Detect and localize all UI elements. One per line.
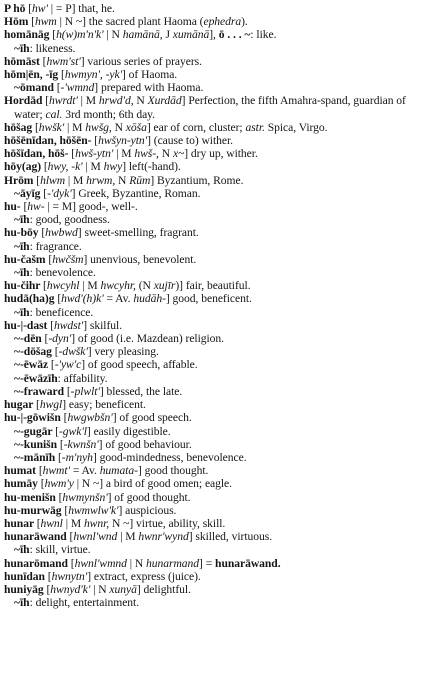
entry-text: ] extract, express (juice). <box>87 569 201 583</box>
headword: hu-čašm <box>4 252 49 266</box>
entry-text: [ <box>55 424 59 438</box>
sub-entry <box>4 213 432 226</box>
sub-entry <box>4 385 432 398</box>
transcription: hw- <box>27 200 45 214</box>
entry-text: [ <box>70 556 75 570</box>
entry-text: : delight, entertainment. <box>29 596 140 610</box>
transcription: hwmyn', -yk' <box>64 68 122 82</box>
entry-text: | M <box>82 160 104 174</box>
dictionary-entry <box>4 491 432 504</box>
entry-text: ] easily digestible. <box>86 424 171 438</box>
entry-text: ] skilful. <box>83 318 123 332</box>
entry-text: | M <box>77 94 99 108</box>
headword: Hordād <box>4 94 46 108</box>
entry-text: [ <box>52 28 57 42</box>
entry-text: [ <box>45 94 50 108</box>
transcription: hwčšm <box>52 252 84 266</box>
dictionary-entry <box>4 530 432 543</box>
entry-text: ] very pleasing. <box>87 345 159 359</box>
sub-entry <box>4 266 432 279</box>
dictionary-entry <box>4 134 432 147</box>
headword: humāy <box>4 477 41 491</box>
entry-text: | N ~] the sacred plant Haoma ( <box>56 15 204 29</box>
dictionary-entry <box>4 253 432 266</box>
sub-entry <box>4 345 432 358</box>
entry-text: Spica, Virgo. <box>264 120 328 134</box>
entry-text: N <box>115 173 130 187</box>
headword: hōm|ēn, -īg <box>4 68 62 82</box>
entry-text: N <box>133 94 148 108</box>
transcription: hrwd'd, <box>98 94 134 108</box>
transcription: hwy <box>103 160 123 174</box>
entry-text: ] skilled, virtuous. <box>188 530 273 544</box>
transcription: hlwm <box>40 173 66 187</box>
entry-text: : benevolence. <box>29 266 96 280</box>
headword: ~īh <box>14 213 30 227</box>
headword: homānāg <box>4 28 53 42</box>
headword: ~īh <box>14 596 30 610</box>
headword: hunar <box>4 516 37 530</box>
entry-text: | M <box>62 516 84 530</box>
dictionary-entry <box>4 583 432 596</box>
headword: ~āyīg <box>14 186 44 200</box>
headword: hu-|-gōwišn <box>4 411 64 425</box>
sub-entry <box>4 81 432 94</box>
dictionary-entry <box>4 292 432 305</box>
entry-text: N <box>111 120 126 134</box>
headword: hōšēnīdan, hōšēn- <box>4 134 95 148</box>
headword: ~-dēn <box>14 332 45 346</box>
dictionary-entry <box>4 226 432 239</box>
dictionary-entry <box>4 279 432 292</box>
entry-text: ] of good speech, affable. <box>81 358 198 372</box>
transcription: -gwk'l <box>58 424 87 438</box>
dictionary-entry <box>4 2 432 15</box>
entry-text: )] fair, beautiful. <box>175 279 251 293</box>
headword: humat <box>4 464 39 478</box>
entry-text: ] unenvious, benevolent. <box>83 252 197 266</box>
transcription: hw' <box>32 2 48 15</box>
transcription: Xurdād <box>147 94 182 108</box>
entry-text: [ <box>47 569 52 583</box>
entry-text: [ <box>28 2 33 15</box>
transcription: -'dyk' <box>47 186 72 200</box>
transcription: hrwm, <box>86 173 116 187</box>
headword: hudā(ha)g <box>4 292 58 306</box>
headword: hunarāwand. <box>215 556 281 570</box>
transcription: hwšyn-ytn' <box>98 134 148 148</box>
entry-text: [ <box>50 318 54 332</box>
headword: hugar <box>4 398 37 412</box>
entry-text: ] ear of corn, cluster; <box>146 120 246 134</box>
entry-text: | = M] good-, well-. <box>44 200 138 214</box>
entry-text: [ <box>64 503 69 517</box>
transcription: -'wmnd <box>60 81 95 95</box>
transcription: xumānā <box>172 28 210 42</box>
entry-text: [ <box>63 411 68 425</box>
headword: hu-|-dast <box>4 318 51 332</box>
headword: ~-fraward <box>14 384 67 398</box>
dictionary-entry <box>4 55 432 68</box>
entry-text: [ <box>43 160 48 174</box>
transcription: hwdst' <box>54 318 84 332</box>
entry-text: [ <box>54 345 59 359</box>
entry-text: [ <box>41 226 46 240</box>
entry-text: : beneficence. <box>29 305 94 319</box>
transcription: x~ <box>172 147 185 161</box>
entry-text: [ <box>36 398 40 412</box>
dictionary-entry <box>4 68 432 81</box>
entry-text: : affability. <box>57 371 108 385</box>
transcription: hwbwd <box>45 226 78 240</box>
entry-text: | = P] that, he. <box>47 2 115 15</box>
entry-text: [ <box>57 450 62 464</box>
entry-text: [ <box>57 292 62 306</box>
entry-text: [ <box>43 279 47 293</box>
entry-text: [ <box>94 134 99 148</box>
headword: hu-čihr <box>4 279 44 293</box>
transcription: hwm <box>34 15 57 29</box>
headword: ~īh <box>14 41 30 55</box>
sub-entry <box>4 438 432 451</box>
transcription: -kwnšn' <box>63 437 99 451</box>
headword: huniyāg <box>4 582 47 596</box>
entry-text: : good, goodness. <box>29 213 110 227</box>
headword: hu-murwāg <box>4 503 65 517</box>
headword: hu-menišn <box>4 490 59 504</box>
headword: ~-mānīh <box>14 450 58 464</box>
transcription: hwgl <box>39 398 63 412</box>
headword: ~īh <box>14 239 30 253</box>
entry-text: ] of good speech. <box>112 411 192 425</box>
entry-text: | N <box>90 582 110 596</box>
headword: Hōm <box>4 15 32 29</box>
transcription: hwnr, <box>83 516 110 530</box>
entry-text: ] good-mindedness, benevolence. <box>92 450 247 464</box>
dictionary-entry <box>4 174 432 187</box>
transcription: xunyā <box>109 582 137 596</box>
transcription: hamānā, <box>122 28 163 42</box>
transcription: xōša <box>125 120 147 134</box>
entry-text: : fragrance. <box>29 239 82 253</box>
dictionary-entry <box>4 504 432 517</box>
entry-text: ] Byzantium, Rome. <box>150 173 244 187</box>
transcription: cal. <box>45 107 63 121</box>
transcription: hwnr'wynd <box>138 530 189 544</box>
entry-text: ] of good (i.e. Mazdean) religion. <box>71 332 225 346</box>
entry-text: | N <box>103 28 123 42</box>
sub-entry <box>4 372 432 385</box>
transcription: hwmwlw'k' <box>68 503 119 517</box>
entry-text: [ <box>34 120 39 134</box>
entry-text: [ <box>69 530 74 544</box>
transcription: -dwšk' <box>58 345 88 359</box>
headword: ~-kunišn <box>14 437 60 451</box>
transcription: hwd'(h)k' <box>61 292 104 306</box>
transcription: -plwlt' <box>70 384 100 398</box>
headword: ~-ēwāzīh <box>14 371 58 385</box>
entry-text: [ <box>56 81 61 95</box>
entry-text: : likeness. <box>29 41 76 55</box>
sub-entry <box>4 543 432 556</box>
sub-entry <box>4 187 432 200</box>
entry-text: ] left(-hand). <box>122 160 181 174</box>
dictionary-entry <box>4 411 432 424</box>
entry-text: [ <box>36 516 41 530</box>
entry-text: : skill, virtue. <box>29 543 91 557</box>
headword: hunīdan <box>4 569 48 583</box>
transcription: hunarmand <box>146 556 200 570</box>
transcription: Rūm <box>129 173 151 187</box>
headword: hōšag <box>4 120 35 134</box>
headword: ~-ēwāz <box>14 358 51 372</box>
entry-text: ] dry up, wither. <box>184 147 258 161</box>
entry-text: ] (cause to) wither. <box>147 134 234 148</box>
entry-text: [ <box>50 358 55 372</box>
dictionary-entry <box>4 160 432 173</box>
transcription: -'yw'c <box>54 358 82 372</box>
transcription: hwrdt' <box>49 94 78 108</box>
dictionary-entry <box>4 200 432 213</box>
entry-text: ], <box>209 28 219 42</box>
transcription: hwšg, <box>85 120 112 134</box>
dictionary-entry <box>4 319 432 332</box>
entry-text: ] good, beneficent. <box>165 292 252 306</box>
entry-text: [ <box>71 147 76 161</box>
entry-text: ] of good thought. <box>107 490 191 504</box>
entry-text: 3rd month; 6th day. <box>62 107 156 121</box>
headword: hunarāwand <box>4 530 70 544</box>
entry-text: | M <box>117 530 139 544</box>
transcription: hwš-ytn' <box>75 147 114 161</box>
entry-text: [ <box>38 464 43 478</box>
transcription: hudāh- <box>133 292 166 306</box>
entry-text: | N <box>126 556 147 570</box>
dictionary-entry <box>4 398 432 411</box>
entry-text: ] good thought. <box>137 464 209 478</box>
entry-text: [ <box>23 200 28 214</box>
entry-text: ] Perfection, the fifth Amahra-spand, guardian of water; <box>14 94 406 121</box>
headword: hu- <box>4 200 24 214</box>
transcription: hwcyhl <box>46 279 80 293</box>
transcription: hwnytn' <box>51 569 88 583</box>
transcription: astr. <box>245 120 265 134</box>
transcription: -dyn' <box>48 332 72 346</box>
dictionary-entry <box>4 15 432 28</box>
headword: hōy(ag) <box>4 160 44 174</box>
transcription: hwnl'wmnd <box>74 556 127 570</box>
entry-text: [ <box>43 186 48 200</box>
entry-text: ] various series of prayers. <box>80 54 202 68</box>
dictionary-entry <box>4 570 432 583</box>
transcription: hwcyhr, <box>100 279 136 293</box>
headword: hōmāst <box>4 54 43 68</box>
entry-text: ] easy; beneficent. <box>62 398 146 412</box>
transcription: hwšk' <box>38 120 65 134</box>
headword: hunarōmand <box>4 556 71 570</box>
entry-text: ] = <box>199 556 216 570</box>
dictionary-entry <box>4 28 432 41</box>
headword: ~īh <box>14 543 30 557</box>
entry-text: | M <box>113 147 135 161</box>
transcription: hwnl <box>40 516 63 530</box>
entry-text: | M <box>79 279 101 293</box>
sub-entry <box>4 332 432 345</box>
entry-text: [ <box>36 173 41 187</box>
sub-entry <box>4 240 432 253</box>
entry-text: = Av. <box>69 464 100 478</box>
entry-text: ] blessed, the late. <box>99 384 183 398</box>
transcription: hwmt' <box>42 464 70 478</box>
headword: ~ōmand <box>14 81 57 95</box>
sub-entry <box>4 42 432 55</box>
transcription: hwnl'wnd <box>73 530 118 544</box>
headword: ~-gugār <box>14 424 56 438</box>
transcription: h(w)m'n'k' <box>56 28 104 42</box>
entry-text: | M <box>65 173 87 187</box>
entry-text: [ <box>59 437 64 451</box>
entry-text: ] Greek, Byzantine, Roman. <box>71 186 201 200</box>
transcription: humata- <box>99 464 138 478</box>
headword: ~īh <box>14 266 30 280</box>
headword: ~īh <box>14 305 30 319</box>
sub-entry <box>4 596 432 609</box>
transcription: xujīr <box>153 279 176 293</box>
transcription: hwm'st' <box>46 54 81 68</box>
entry-text: [ <box>61 68 65 82</box>
entry-text: ] of good behaviour. <box>98 437 192 451</box>
entry-text: ] delightful. <box>136 582 191 596</box>
entry-text: [ <box>40 477 45 491</box>
transcription: -m'nyh <box>61 450 93 464</box>
entry-text: ] auspicious. <box>118 503 177 517</box>
entry-text: ] sweet-smelling, fragrant. <box>77 226 199 240</box>
entry-text: [ <box>31 15 35 29</box>
entry-text: [ <box>48 252 53 266</box>
entry-text: J <box>162 28 173 42</box>
headword: hu-bōy <box>4 226 42 240</box>
dictionary-entry <box>4 464 432 477</box>
transcription: hwnyd'k' <box>50 582 91 596</box>
headword: P hō <box>4 2 29 15</box>
entry-text: = Av. <box>103 292 134 306</box>
transcription: hwy, -k' <box>47 160 83 174</box>
entry-text: [ <box>44 332 49 346</box>
sub-entry <box>4 306 432 319</box>
entry-text: | N ~] a bird of good omen; eagle. <box>73 477 233 491</box>
sub-entry <box>4 358 432 371</box>
headword: ō . . . ~ <box>218 28 251 42</box>
entry-text: [ <box>46 582 51 596</box>
entry-text: ] of Haoma. <box>122 68 178 82</box>
entry-text: ] prepared with Haoma. <box>94 81 204 95</box>
dictionary-entry <box>4 121 432 134</box>
headword: hōšīdan, hōš- <box>4 147 72 161</box>
entry-text: | M <box>64 120 86 134</box>
entry-text: [ <box>66 384 71 398</box>
dictionary-entry <box>4 147 432 160</box>
transcription: hwm'y <box>44 477 74 491</box>
transcription: hwgwbšn' <box>67 411 113 425</box>
dictionary-entry <box>4 557 432 570</box>
sub-entry <box>4 451 432 464</box>
entry-text: [ <box>58 490 63 504</box>
entry-text: [ <box>42 54 47 68</box>
transcription: ephedra <box>203 15 242 29</box>
entry-text: (N <box>135 279 154 293</box>
transcription: hwš-, <box>134 147 159 161</box>
dictionary-entry <box>4 517 432 530</box>
entry-text: ). <box>241 15 248 29</box>
entry-text: N <box>158 147 173 161</box>
dictionary-entry <box>4 94 432 120</box>
transcription: hwmynšn' <box>62 490 108 504</box>
sub-entry <box>4 425 432 438</box>
entry-text: N ~] virtue, ability, skill. <box>109 516 226 530</box>
headword: Hrōm <box>4 173 37 187</box>
dictionary-entry <box>4 477 432 490</box>
headword: ~-dōšag <box>14 345 55 359</box>
entry-text: : like. <box>250 28 277 42</box>
